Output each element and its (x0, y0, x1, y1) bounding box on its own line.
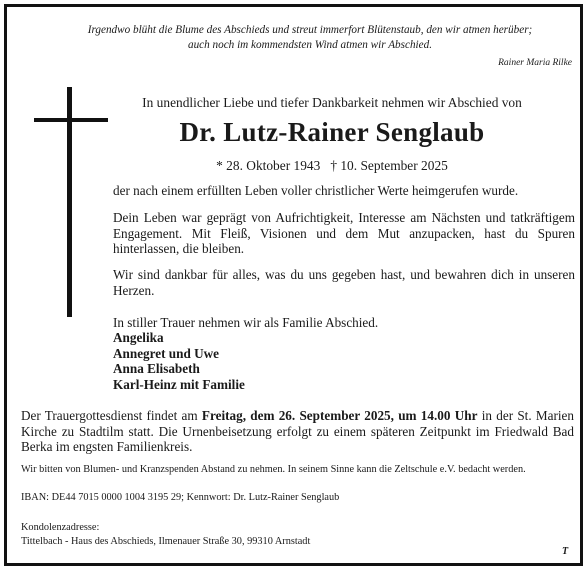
flowers-note: Wir bitten von Blumen- und Kranzspenden Abstand zu nehmen. In seinem Sinne kann die Zeltschule e.V. bedacht werden. (21, 464, 526, 475)
iban-note: IBAN: DE44 7015 0000 1004 3195 29; Kennwort: Dr. Lutz-Rainer Senglaub (21, 492, 340, 503)
quote-line-1: Irgendwo blüht die Blume des Abschieds und streut immerfort Blütenstaub, den wir atmen herüber; (87, 24, 533, 36)
quote-author: Rainer Maria Rilke (498, 58, 572, 68)
deceased-name: Dr. Lutz-Rainer Senglaub (179, 117, 485, 147)
life-dates: * 28. Oktober 1943 † 10. September 2025 (216, 158, 448, 173)
family-member: Karl-Heinz mit Familie (113, 377, 245, 393)
family-member: Annegret und Uwe (113, 345, 219, 361)
paragraph-2: Dein Leben war geprägt von Aufrichtigkeit, Interesse am Nächsten und tatkräftigem Engagement. Mit Fleiß, Visionen und dem Mut anzupacken, hast du Spuren hinterlassen, die bleiben. (113, 210, 575, 257)
address-label: Kondolenzadresse: (21, 522, 100, 533)
quote-line-2: auch noch im kommendsten Wind atmen wir Abschied. (187, 39, 432, 51)
quote (43, 23, 577, 53)
obituary-frame (4, 4, 583, 566)
paragraph-4: In stiller Trauer nehmen wir als Familie Abschied. (113, 315, 379, 330)
address: Tittelbach - Haus des Abschieds, Ilmenauer Straße 30, 99310 Arnstadt (21, 536, 311, 547)
paragraph-1: der nach einem erfüllten Leben voller christlicher Werte heimgerufen wurde. (113, 183, 519, 198)
family-member: Angelika (113, 330, 164, 345)
family-list (113, 330, 245, 393)
service-after: in der St. Marien Kirche zu Stadtilm statt. Die Urnenbeisetzung erfolgt zu einem späteren Zeitpunkt im Friedwald Bad Berka im engsten Familienkreis. (21, 408, 574, 455)
paragraph-3: Wir sind dankbar für alles, was du uns gegeben hast, und bewahren dich in unseren Herzen. (113, 267, 575, 298)
family-member: Anna Elisabeth (113, 361, 200, 377)
service-date: Freitag, dem 26. September 2025, um 14.00 Uhr (201, 408, 478, 423)
publisher-logo-icon: T (562, 546, 569, 557)
service-before: Der Trauergottesdienst findet am (21, 408, 202, 423)
intro-text: In unendlicher Liebe und tiefer Dankbarkeit nehmen wir Abschied von (142, 95, 522, 110)
service-info (21, 408, 574, 455)
cross-icon-bar (34, 118, 108, 122)
